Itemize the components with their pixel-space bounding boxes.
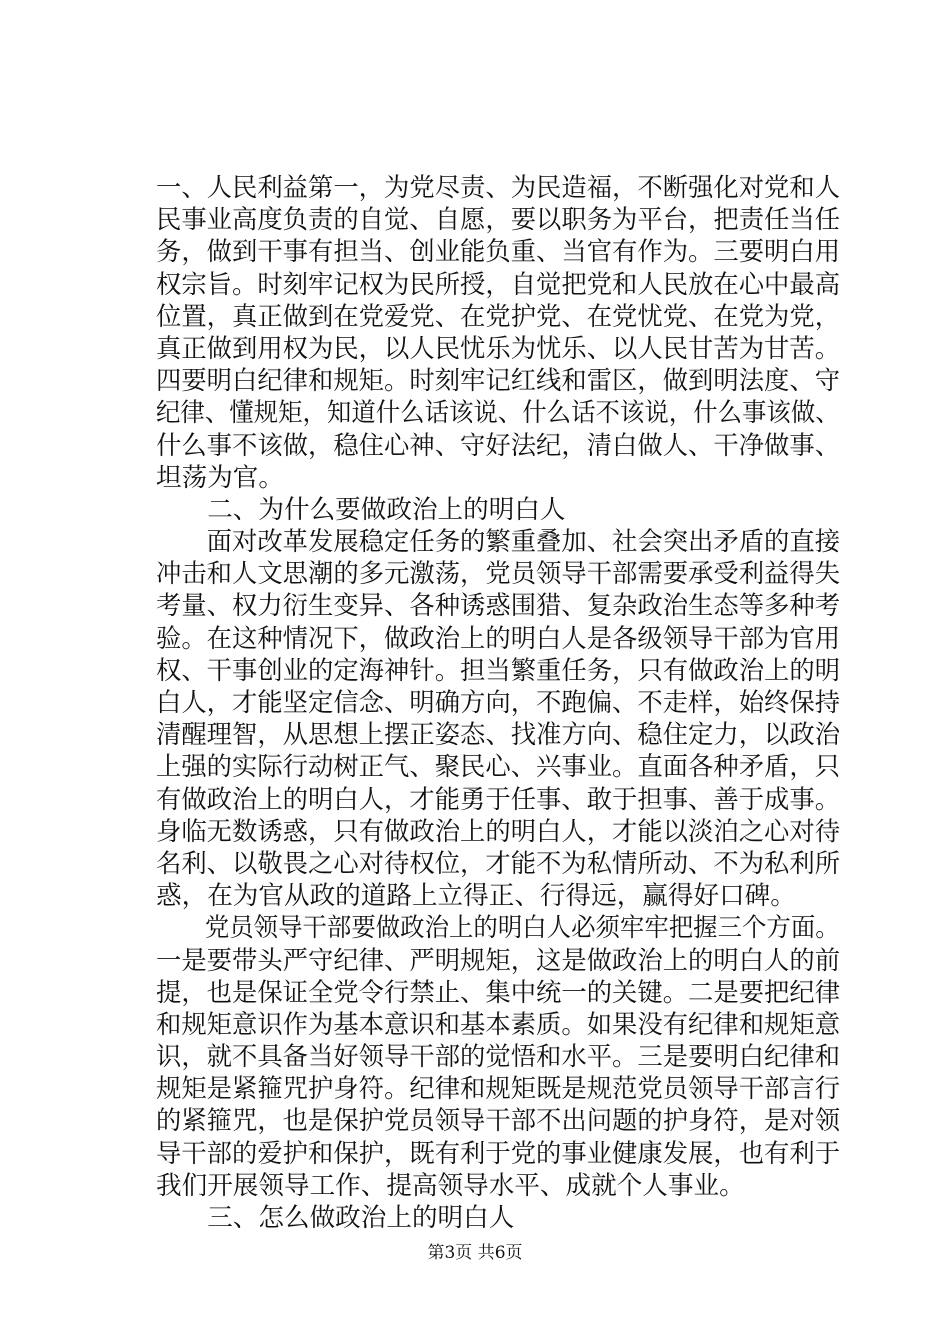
text-line: 冲击和人文思潮的多元激荡，党员领导干部需要承受利益得失 — [156, 559, 841, 590]
text-line: 面对改革发展稳定任务的繁重叠加、社会突出矛盾的直接 — [156, 527, 841, 558]
text-line: 权宗旨。时刻牢记权为民所授，自觉把党和人民放在心中最高 — [156, 269, 841, 300]
text-line: 一是要带头严守纪律、严明规矩，这是做政治上的明白人的前 — [156, 945, 841, 976]
text-line: 惑，在为官从政的道路上立得正、行得远，赢得好口碑。 — [156, 881, 796, 912]
text-line: 考量、权力衍生变异、各种诱惑围猎、复杂政治生态等多种考 — [156, 591, 841, 622]
text-line: 识，就不具备当好领导干部的觉悟和水平。三是要明白纪律和 — [156, 1042, 841, 1073]
text-line: 我们开展领导工作、提高领导水平、成就个人事业。 — [156, 1170, 745, 1201]
text-line: 二、为什么要做政治上的明白人 — [156, 494, 566, 525]
text-line: 真正做到用权为民，以人民忧乐为忧乐、以人民甘苦为甘苦。 — [156, 333, 841, 364]
text-line: 提，也是保证全党令行禁止、集中统一的关键。二是要把纪律 — [156, 977, 841, 1008]
text-line: 什么事不该做，稳住心神、守好法纪，清白做人、干净做事、 — [156, 430, 841, 461]
text-line: 名利、以敬畏之心对待权位，才能不为私情所动、不为私利所 — [156, 848, 841, 879]
text-line: 上强的实际行动树正气、聚民心、兴事业。直面各种矛盾，只 — [156, 752, 841, 783]
text-line: 和规矩意识作为基本意识和基本素质。如果没有纪律和规矩意 — [156, 1009, 841, 1040]
text-line: 位置，真正做到在党爱党、在党护党、在党忧党、在党为党， — [156, 301, 841, 332]
body-text — [156, 172, 841, 1234]
text-line: 党员领导干部要做政治上的明白人必须牢牢把握三个方面。 — [156, 913, 840, 944]
text-line: 有做政治上的明白人，才能勇于任事、敢于担事、善于成事。 — [156, 784, 841, 815]
text-line: 权、干事创业的定海神针。担当繁重任务，只有做政治上的明 — [156, 655, 841, 686]
page-footer: 第3页 共6页 — [427, 1243, 523, 1263]
text-line: 验。在这种情况下，做政治上的明白人是各级领导干部为官用 — [156, 623, 841, 654]
text-line: 规矩是紧箍咒护身符。纪律和规矩既是规范党员领导干部言行 — [156, 1074, 841, 1105]
text-line: 四要明白纪律和规矩。时刻牢记红线和雷区，做到明法度、守 — [156, 366, 841, 397]
text-line: 务，做到干事有担当、创业能负重、当官有作为。三要明白用 — [156, 237, 841, 268]
text-line: 清醒理智，从思想上摆正姿态、找准方向、稳住定力，以政治 — [156, 720, 841, 751]
text-line: 民事业高度负责的自觉、自愿，要以职务为平台，把责任当任 — [156, 205, 841, 236]
text-line: 身临无数诱惑，只有做政治上的明白人，才能以淡泊之心对待 — [156, 816, 841, 847]
text-line: 一、人民利益第一，为党尽责、为民造福，不断强化对党和人 — [156, 173, 841, 203]
text-line: 白人，才能坚定信念、明确方向，不跑偏、不走样，始终保持 — [156, 688, 841, 718]
text-line: 纪律、懂规矩，知道什么话该说、什么话不该说，什么事该做、 — [156, 398, 840, 429]
text-line: 坦荡为官。 — [156, 462, 284, 493]
text-line: 三、怎么做政治上的明白人 — [156, 1203, 515, 1233]
text-line: 导干部的爱护和保护，既有利于党的事业健康发展，也有利于 — [156, 1138, 841, 1169]
text-line: 的紧箍咒，也是保护党员领导干部不出问题的护身符，是对领 — [156, 1106, 841, 1137]
